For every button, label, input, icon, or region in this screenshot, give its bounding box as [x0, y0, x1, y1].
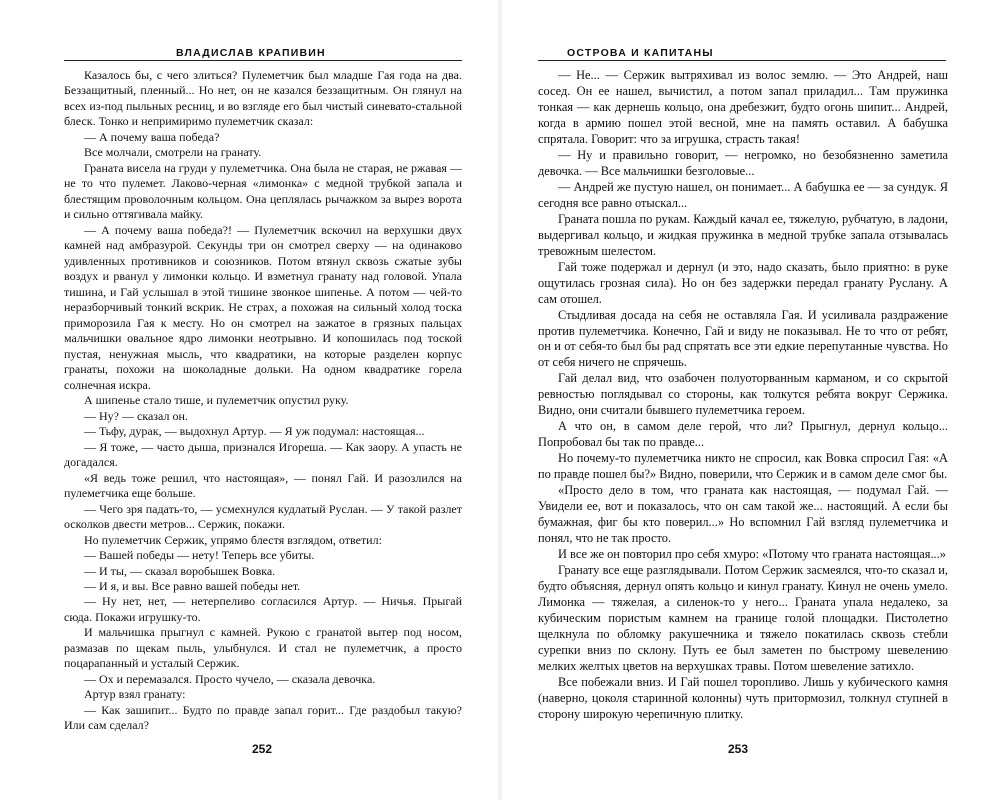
- paragraph: Граната пошла по рукам. Каждый качал ее, тяжелую, рубчатую, в ладони, выдергивал кольцо, и жидкая пружинка в медной трубке запала отзывалась тревожным шелестом.: [538, 211, 948, 258]
- paragraph: Все молчали, смотрели на гранату.: [84, 145, 262, 160]
- paragraph: — И ты, — сказал воробышек Вовка.: [84, 563, 276, 578]
- paragraph: — Не... — Сержик вытряхивал из волос землю. — Это Андрей, наш сосед. Он ее нашел, вычистил, а потом запал приладил... Там пружинка тонкая — как дернешь кольцо, она дребезжит, будто огонь шипит... Андрей, когда в армию пошел этой весной, мне на память оставил. А бабушка спрятала. Говорит: что за игрушка, страсть такая!: [538, 68, 948, 146]
- page-number: 252: [252, 742, 273, 756]
- paragraph: И мальчишка прыгнул с камней. Рукою с гранатой вытер под носом, размазав по щекам пыль, улыбнулся. И стал не пулеметчик, а просто поцарапанный и усталый Сержик.: [64, 625, 462, 671]
- right-page: [500, 0, 1000, 800]
- paragraph: — Андрей же пустую нашел, он понимает... А бабушка ее — за сундук. Я сегодня все равно отыскал...: [538, 179, 948, 210]
- paragraph: — Ох и перемазался. Просто чучело, — сказала девочка.: [84, 671, 376, 686]
- paragraph: Граната висела на груди у пулеметчика. Она была не старая, не ржавая — не то что пулемет. Лаково-черная «лимонка» с медной трубкой запала и блестящим проволочным кольцом. Она цеплялась рычажком за вырез ворота и сильно оттягивала майку.: [64, 160, 462, 222]
- paragraph: Гранату все еще разглядывали. Потом Сержик засмеялся, что-то сказал и, будто объясняя, дернул опять кольцо и кинул гранату. Кинул не очень умело. Лимонка — тяжелая, а силенок-то у него... Граната упала недалеко, за кубическим пористым камнем на границе голой площадки. Пистолетно щелкнула по обломку ракушечника и тяжело покатилась сквозь стебли сурепки вниз по склону. Путь ее был заметен по быстрому шевелению мелких желтых цветов на верхушках травы. Потом шевеление затихло.: [538, 563, 948, 673]
- paragraph: — Чего зря падать-то, — усмехнулся кудлатый Руслан. — У такой разлет осколков двести метров... Сержик, покажи.: [64, 501, 462, 532]
- paragraph: — А почему ваша победа?: [84, 129, 220, 144]
- running-head-title: ОСТРОВА И КАПИТАНЫ: [567, 47, 714, 59]
- paragraph: А что он, в самом деле герой, что ли? Прыгнул, дернул кольцо... Попробовал бы так по правде...: [538, 419, 948, 450]
- paragraph: «Я ведь тоже решил, что настоящая», — понял Гай. И разозлился на пулеметчика еще больше.: [64, 470, 462, 501]
- paragraph: А шипенье стало тише, и пулеметчик опустил руку.: [84, 393, 349, 408]
- running-head-author: ВЛАДИСЛАВ КРАПИВИН: [176, 47, 326, 59]
- header-rule: [538, 60, 946, 61]
- paragraph: — Ну нет, нет, — нетерпеливо согласился Артур. — Ничья. Прыгай сюда. Покажи игрушку-то.: [64, 594, 462, 624]
- paragraph: Артур взял гранату:: [84, 687, 186, 702]
- paragraph: — Вашей победы — нету! Теперь все убиты.: [84, 548, 315, 563]
- paragraph: — Я тоже, — часто дыша, признался Игореша. — Как заору. А упасть не догадался.: [64, 439, 462, 470]
- paragraph: — И я, и вы. Все равно вашей победы нет.: [84, 578, 301, 593]
- paragraph: — А почему ваша победа?! — Пулеметчик вскочил на верхушки двух камней над амбразурой. Секунды три он смотрел сверху — на одинаково удивленных противников и союзников. Потом втянул сквозь сжатые зубы воздух и рванул у лимонки кольцо. И взметнул гранату над головой. Упала тишина, и Гай услышал в этой тишине звонкое шипенье. А потом — чей-то неразборчивый тонкий вскрик. Не страх, а похожая на сильный холод тоска приморозила Гая к месту. Но он смотрел на зажатое в грязных пальцах мальчишки овальное ядро лимонки неотрывно. И копошилась под тоской пустая, ненужная мысль, что квадратики, на которые разделен корпус гранаты, похожи на шоколадные дольки. На одном квадратике горела солнечная искра.: [64, 222, 462, 392]
- paragraph: — Ну и правильно говорит, — негромко, но безобязненно заметила девочка. — Все мальчишки безголовые...: [538, 147, 948, 178]
- right-page-text: [538, 68, 948, 723]
- paragraph: Стыдливая досада на себя не оставляла Гая. И усиливала раздражение против пулеметчика. Конечно, Гай и виду не показывал. Не то что от ребят, он и от себя-то был бы рад спрятать все эти едкие перепутанные чувства. Но от себя ничего не спрячешь.: [538, 307, 948, 370]
- paragraph: Гай тоже подержал и дернул (и это, надо сказать, было приятно: в руке ощутилась грозная сила). Но он без задержки передал гранату Руслану. А сам отошел.: [538, 259, 948, 306]
- header-rule: [64, 60, 462, 61]
- paragraph: Гай делал вид, что озабочен полуоторванным карманом, и со скрытой ревностью поглядывал со стороны, как толкутся ребята вокруг Сержика. Видно, они считали бывшего пулеметчика героем.: [538, 371, 948, 418]
- paragraph: — Как зашипит... Будто по правде запал горит... Где раздобыл такую? Или сам сделал?: [64, 702, 462, 733]
- paragraph: Казалось бы, с чего злиться? Пулеметчик был младше Гая года на два. Беззащитный, пленный... Но нет, он не казался беззащитным. Он глянул на всех из-под пыльных ресниц, и во взгляде его был чистый синевато-стальной блеск. Тонко и непримиримо пулеметчик сказал:: [64, 68, 462, 129]
- left-page-text: [64, 68, 462, 734]
- page-number: 253: [728, 742, 749, 756]
- paragraph: Все побежали вниз. И Гай пошел торопливо. Лишь у кубического камня (наверно, цоколя старинной колонны) чуть притормозил, толкнул ступней в сторону широкую черепичную плитку.: [538, 674, 948, 721]
- paragraph: «Просто дело в том, что граната как настоящая, — подумал Гай. — Увидели ее, вот и показалось, что он сам такой же... настоящий. А если бы бумажная, фиг бы кто поверил...» Но вспомнил Гай взгляд пулеметчика и понял, что не так просто.: [538, 483, 948, 546]
- paragraph: Но пулеметчик Сержик, упрямо блестя взглядом, ответил:: [84, 532, 382, 547]
- paragraph: Но почему-то пулеметчика никто не спросил, как Вовка спросил Гая: «А по правде пошел бы?» Видно, поверили, что Сержик и в самом деле смог бы.: [538, 451, 948, 482]
- paragraph: — Тьфу, дурак, — выдохнул Артур. — Я уж подумал: настоящая...: [84, 424, 425, 439]
- paragraph: И все же он повторил про себя хмуро: «Потому что граната настоящая...»: [558, 547, 946, 562]
- paragraph: — Ну? — сказал он.: [84, 408, 188, 423]
